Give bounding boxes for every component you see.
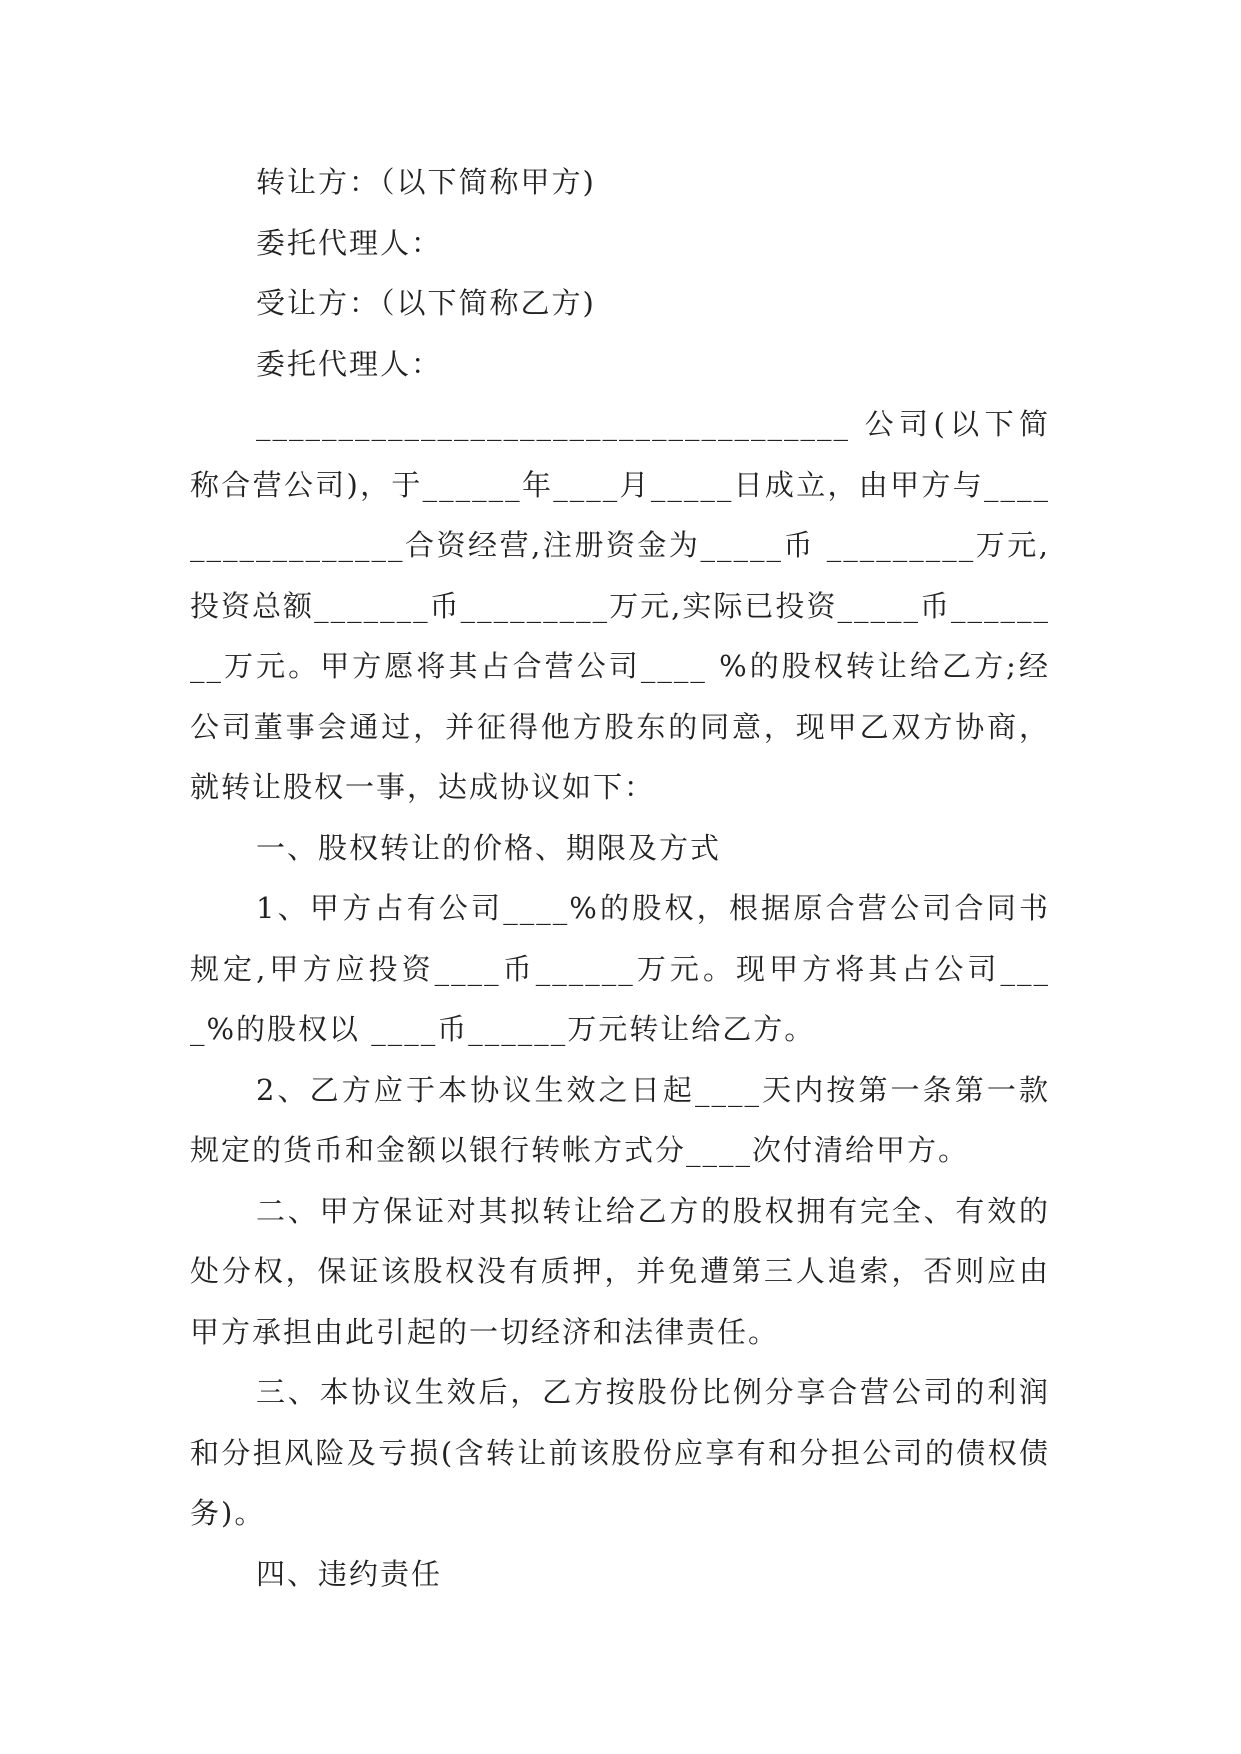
section-4-heading: 四、违约责任: [256, 1556, 443, 1591]
transferee-line: 受让方：（以下简称乙方): [256, 286, 596, 320]
transferee-agent-line: 委托代理人：: [256, 346, 443, 381]
section-1-heading: 一、股权转让的价格、期限及方式: [256, 830, 722, 865]
section-3-paragraph: 三、本协议生效后，乙方按股份比例分享合营公司的利润和分担风险及亏损(含转让前该股份应享有和分担公司的债权债务)。: [190, 1375, 1050, 1530]
intro-paragraph: ____________________________________ 公司(以下简称合营公司)，于______年____月_____日成立，由甲方与_________________合资经营,注册资金为_____币 _________万元,投资总额_______币_________万元,实际已投资_____币________万元。甲方愿将其占合营公司____ %的股权转让给乙方;经公司董事会通过，并征得他方股东的同意，现甲乙双方协商，就转让股权一事，达成协议如下：: [190, 407, 1050, 804]
clause-2-paragraph: 2、乙方应于本协议生效之日起____天内按第一条第一款规定的货币和金额以银行转帐方式分____次付清给甲方。: [190, 1072, 1050, 1167]
transferor-line: 转让方：（以下简称甲方): [256, 165, 596, 199]
section-2-paragraph: 二、甲方保证对其拟转让给乙方的股权拥有完全、有效的处分权，保证该股权没有质押，并免遭第三人追索，否则应由甲方承担由此引起的一切经济和法律责任。: [190, 1193, 1050, 1349]
transferor-agent-line: 委托代理人：: [256, 225, 443, 260]
document-body: [190, 152, 1050, 1604]
clause-1-paragraph: 1、甲方占有公司____%的股权，根据原合营公司合同书规定,甲方应投资____币______万元。现甲方将其占公司____%的股权以 ____币______万元转让给乙方。: [190, 891, 1050, 1046]
